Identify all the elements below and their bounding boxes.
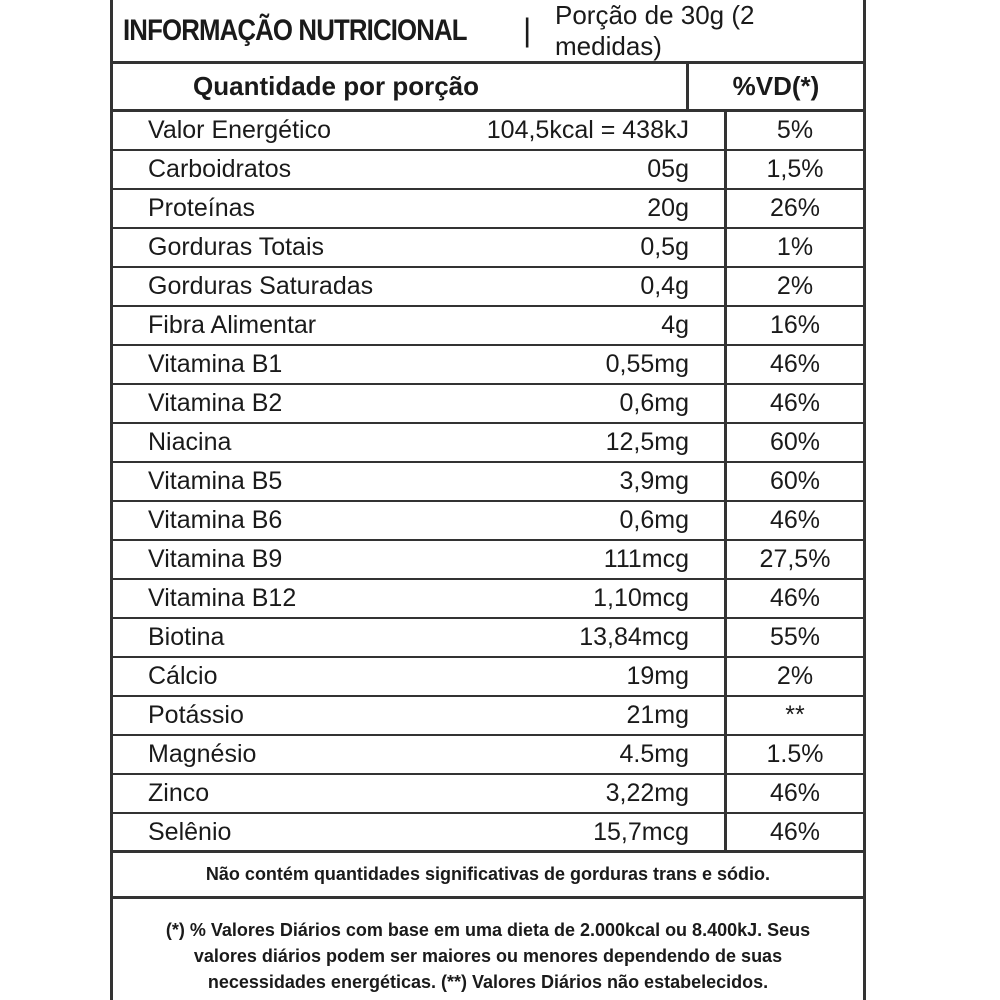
nutrient-quantity: 3,9mg [458,463,727,500]
table-row [113,346,863,385]
table-header [113,64,863,112]
nutrient-vd: 2% [776,662,814,690]
nutrient-quantity: 21mg [458,697,727,734]
nutrient-vd: 46% [769,506,821,534]
nutrient-vd: 1,5% [766,155,824,183]
nutrient-name: Valor Energético [148,116,331,144]
nutrient-name: Gorduras Totais [148,233,325,261]
nutrient-name: Vitamina B5 [148,467,283,495]
nutrient-quantity: 111mcg [458,541,727,578]
nutrient-quantity: 0,4g [458,268,727,305]
table-row [113,619,863,658]
nutrient-vd: 5% [776,116,814,144]
table-row [113,268,863,307]
nutrient-name: Magnésio [148,740,257,768]
table-row [113,580,863,619]
nutrient-quantity: 13,84mcg [458,619,727,656]
nutrient-vd: 1% [776,233,814,261]
nutrient-quantity: 0,5g [458,229,727,266]
nutrient-vd: 26% [769,194,821,222]
nutrient-quantity: 4.5mg [458,736,727,773]
nutrient-name: Biotina [148,623,225,651]
nutrient-vd: 46% [769,584,821,612]
table-row [113,775,863,814]
nutrient-vd: 27,5% [759,545,831,573]
nutrient-quantity: 0,55mg [458,346,727,383]
nutrient-name: Gorduras Saturadas [148,272,374,300]
nutrient-quantity: 0,6mg [458,385,727,422]
nutrient-quantity: 0,6mg [458,502,727,539]
nutrient-vd: 46% [769,389,821,417]
table-row [113,190,863,229]
nutrient-vd: 46% [769,817,821,846]
nutrient-vd: 55% [769,623,821,651]
nutrient-name: Proteínas [148,194,256,222]
nutrient-name: Cálcio [148,662,218,690]
table-row [113,736,863,775]
nutrient-vd: ** [785,701,805,729]
trans-fat-note: Não contém quantidades significativas de gorduras trans e sódio. [113,853,863,899]
title-separator: | [523,12,531,48]
nutrient-name: Zinco [148,779,210,807]
table-row [113,307,863,346]
nutrient-vd: 2% [776,272,814,300]
table-row [113,229,863,268]
nutrient-quantity: 104,5kcal = 438kJ [458,112,727,149]
table-row [113,658,863,697]
nutrient-quantity: 19mg [458,658,727,695]
header-quantity: Quantidade por porção [113,64,689,109]
label-title: INFORMAÇÃO NUTRICIONAL [123,13,467,47]
nutrient-vd: 60% [769,428,821,456]
table-row [113,151,863,190]
nutrition-facts-label [110,0,866,1000]
nutrient-name: Carboidratos [148,155,292,183]
portion-size: Porção de 30g (2 medidas) [555,0,755,61]
table-row [113,814,863,853]
nutrient-name: Vitamina B6 [148,506,283,534]
nutrient-name: Vitamina B9 [148,545,283,573]
nutrient-name: Fibra Alimentar [148,311,317,339]
table-row [113,112,863,151]
table-row [113,541,863,580]
nutrient-vd: 1.5% [766,740,824,768]
nutrient-quantity: 05g [458,151,727,188]
nutrient-quantity: 1,10mcg [458,580,727,617]
nutrient-name: Vitamina B1 [148,350,283,378]
header-vd: %VD(*) [732,71,820,101]
nutrient-vd: 46% [769,350,821,378]
table-row [113,424,863,463]
nutrient-name: Vitamina B2 [148,389,283,417]
nutrient-vd: 60% [769,467,821,495]
nutrient-vd: 16% [769,311,821,339]
daily-value-note: (*) % Valores Diários com base em uma dieta de 2.000kcal ou 8.400kJ. Seus valores diários podem ser maiores ou menores dependendo de suas necessidades energéticas. (**) Valores Diários não estabelecidos. [165,920,811,992]
nutrient-quantity: 12,5mg [458,424,727,461]
title-row [113,0,863,64]
nutrient-name: Selênio [148,817,232,846]
nutrient-vd: 46% [769,779,821,807]
nutrient-quantity: 4g [458,307,727,344]
nutrient-name: Vitamina B12 [148,584,297,612]
table-row [113,385,863,424]
nutrient-name: Niacina [148,428,232,456]
nutrient-quantity: 3,22mg [458,775,727,812]
nutrient-quantity: 20g [458,190,727,227]
nutrient-quantity: 15,7mcg [458,814,727,850]
table-row [113,502,863,541]
nutrient-rows [113,112,863,853]
table-row [113,697,863,736]
table-row [113,463,863,502]
nutrient-name: Potássio [148,701,244,729]
